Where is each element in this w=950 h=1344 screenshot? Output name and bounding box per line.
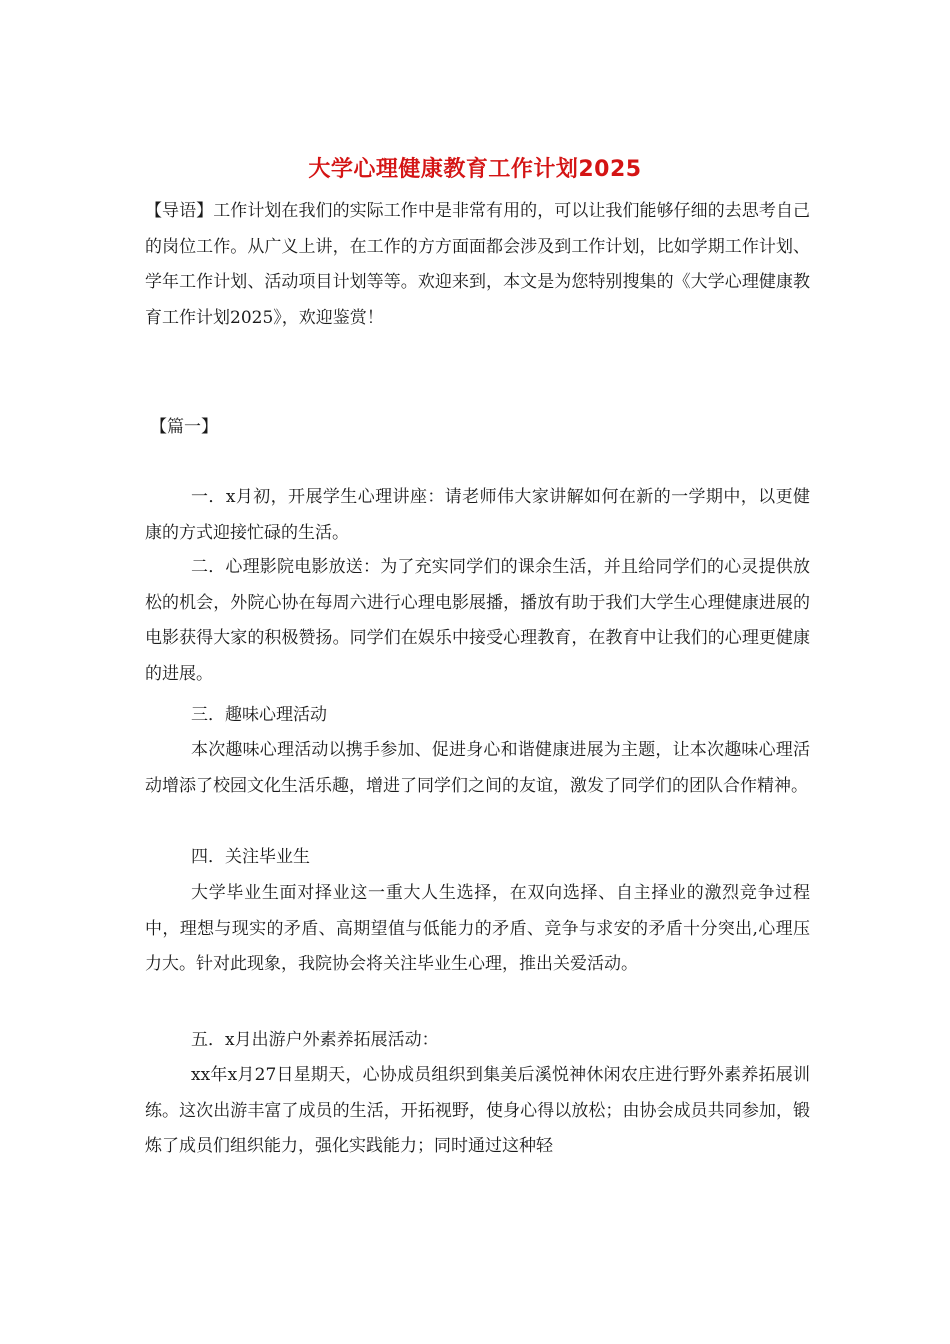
section-label: 【篇一】 <box>150 417 218 437</box>
paragraph-item-2: 二．心理影院电影放送：为了充实同学们的课余生活，并且给同学们的心灵提供放松的机会，外院心协在每周六进行心理电影展播，播放有助于我们大学生心理健康进展的电影获得大家的积极赞扬。同学们在娱乐中接受心理教育，在教育中让我们的心理更健康的进展。 <box>145 557 810 684</box>
paragraph-item-4-body: 大学毕业生面对择业这一重大人生选择，在双向选择、自主择业的激烈竞争过程中，理想与现实的矛盾、高期望值与低能力的矛盾、竞争与求安的矛盾十分突出,心理压力大。针对此现象，我院协会将关注毕业生心理，推出关爱活动。 <box>145 883 810 974</box>
intro-paragraph: 【导语】工作计划在我们的实际工作中是非常有用的，可以让我们能够仔细的去思考自己的岗位工作。从广义上讲，在工作的方方面面都会涉及到工作计划，比如学期工作计划、学年工作计划、活动项目计划等等。欢迎来到，本文是为您特别搜集的《大学心理健康教育工作计划2025》，欢迎鉴赏！ <box>145 201 810 328</box>
paragraph-item-1: 一．x月初，开展学生心理讲座：请老师伟大家讲解如何在新的一学期中，以更健康的方式迎接忙碌的生活。 <box>145 487 810 543</box>
paragraph-item-3-body: 本次趣味心理活动以携手参加、促进身心和谐健康进展为主题，让本次趣味心理活动增添了校园文化生活乐趣，增进了同学们之间的友谊，激发了同学们的团队合作精神。 <box>145 740 810 796</box>
paragraph-heading-3: 三．趣味心理活动 <box>191 705 327 725</box>
paragraph-heading-5: 五．x月出游户外素养拓展活动： <box>191 1030 439 1050</box>
paragraph-heading-4: 四．关注毕业生 <box>191 847 310 867</box>
document-title: 大学心理健康教育工作计划2025 <box>308 157 642 182</box>
paragraph-item-5-body: xx年x月27日星期天，心协成员组织到集美后溪悦神休闲农庄进行野外素养拓展训练。这次出游丰富了成员的生活，开拓视野，使身心得以放松；由协会成员共同参加，锻炼了成员们组织能力，强化实践能力；同时通过这种轻 <box>145 1065 810 1156</box>
